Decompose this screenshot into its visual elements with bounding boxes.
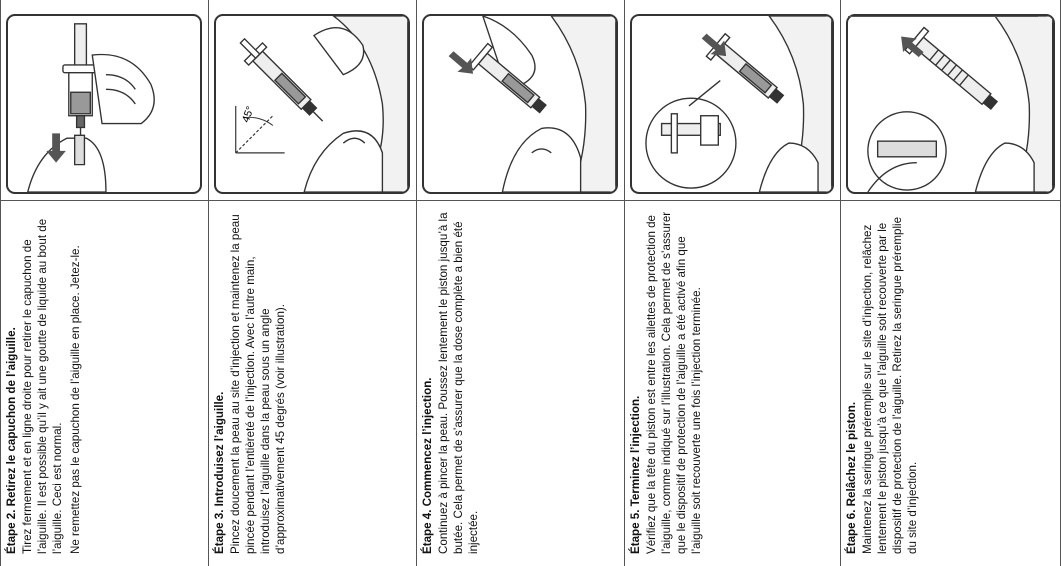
step-6-column	[840, 0, 1061, 566]
step-5-text-cell	[624, 200, 840, 566]
step-2-illustration	[6, 14, 202, 194]
column-divider	[208, 0, 209, 566]
step-5-column	[624, 0, 840, 566]
step-3-title: Étape 3. Introduisez l’aiguille.	[213, 391, 226, 554]
step-5-illustration	[630, 14, 834, 194]
step-4-illustration	[422, 14, 618, 194]
step-4-illustration-cell	[416, 0, 624, 200]
push-plunger-illustration	[424, 16, 616, 192]
step-3-paragraph-1: Pincez doucement la peau au site d’injection et maintenez la peau pincée pendant l’entièreté de l’injection. Avec l’autre main, introduisez l’aiguille dans la peau sous un angle d’approximativement 45 degrés (voir illustration).	[229, 214, 287, 554]
remove-needle-cap-illustration	[8, 16, 200, 192]
step-2-column	[0, 0, 208, 566]
step-3-text-cell	[208, 200, 416, 566]
row-divider	[0, 200, 1061, 201]
column-divider	[840, 0, 841, 566]
step-6-title: Étape 6. Relâchez le piston.	[845, 401, 858, 554]
step-4-text-cell	[416, 200, 624, 566]
step-5-illustration-cell	[624, 0, 840, 200]
insert-needle-illustration	[216, 16, 408, 192]
step-6-illustration-cell	[840, 0, 1061, 200]
step-6-text-cell	[840, 200, 1061, 566]
step-5-paragraph-1: Vérifiez que la tête du piston est entre les ailettes de protection de l’aiguille, comme indiqué sur l’illustration. Cela permet de s’assurer que le dispositif de protection de l’aiguille a été activé afin que l’aiguille soit recouverte une fois l’injection terminée.	[645, 211, 703, 554]
step-4-title: Étape 4. Commencez l’injection.	[421, 377, 434, 554]
release-plunger-illustration	[848, 16, 1053, 192]
step-6-illustration	[846, 14, 1055, 194]
step-2-text-cell	[0, 200, 208, 566]
step-6-paragraph-1: Maintenez la seringue préremplie sur le site d’injection, relâchez lentement le piston jusqu’à ce que l’aiguille soit recouverte par le dispositif de protection de l’aiguille. Retirez la seringue préremplie du site d’injection.	[861, 216, 919, 554]
step-3-illustration	[214, 14, 410, 194]
column-divider	[624, 0, 625, 566]
step-3-column	[208, 0, 416, 566]
step-4-column	[416, 0, 624, 566]
step-2-paragraph-2: Ne remettez pas le capuchon de l’aiguille en place. Jetez-le.	[69, 245, 82, 554]
top-rule	[848, 16, 1038, 17]
step-2-paragraph-1: Tirez fermement et en ligne droite pour retirer le capuchon de l’aiguille. Il est possible qu’il y ait une goutte de liquide au bout de l’aiguille. Ceci est normal.	[21, 218, 64, 554]
step-2-illustration-cell	[0, 0, 208, 200]
step-4-paragraph-1: Continuez à pincer la peau. Poussez lentement le piston jusqu’à la butée. Cela permet de s’assurer que la dose complète a bien été injectée.	[437, 212, 480, 554]
column-divider	[0, 0, 1, 566]
angle-label: 45°	[239, 104, 257, 125]
step-3-illustration-cell	[208, 0, 416, 200]
step-2-title: Étape 2. Retirez le capuchon de l’aiguille.	[5, 327, 18, 554]
step-5-title: Étape 5. Terminez l’injection.	[629, 395, 642, 554]
finish-injection-illustration	[632, 16, 832, 192]
column-divider	[416, 0, 417, 566]
